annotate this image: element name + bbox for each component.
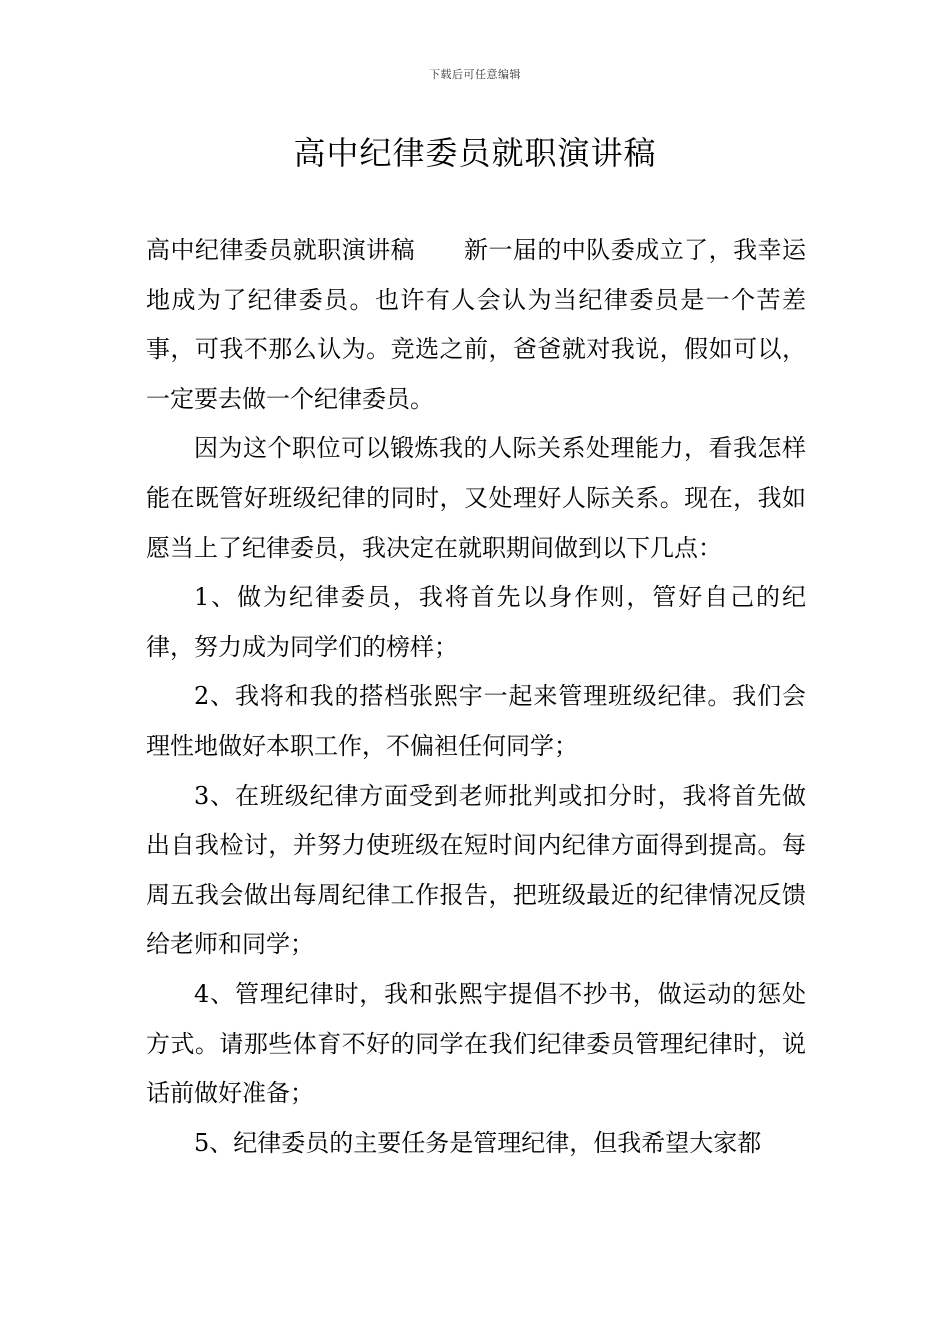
document-body [146, 226, 806, 1168]
paragraph-point-2: 2、我将和我的搭档张熙宇一起来管理班级纪律。我们会理性地做好本职工作，不偏袒任何同学； [146, 682, 806, 760]
document-title: 高中纪律委员就职演讲稿 [293, 134, 657, 172]
paragraph-intro: 高中纪律委员就职演讲稿 新一届的中队委成立了，我幸运地成为了纪律委员。也许有人会认为当纪律委员是一个苦差事，可我不那么认为。竞选之前，爸爸就对我说，假如可以，一定要去做一个纪律委员。 [146, 236, 806, 413]
paragraph-reason: 因为这个职位可以锻炼我的人际关系处理能力，看我怎样能在既管好班级纪律的同时，又处理好人际关系。现在，我如愿当上了纪律委员，我决定在就职期间做到以下几点： [146, 434, 806, 562]
paragraph-point-1: 1、做为纪律委员，我将首先以身作则，管好自己的纪律，努力成为同学们的榜样； [146, 583, 806, 661]
paragraph-point-3: 3、在班级纪律方面受到老师批判或扣分时，我将首先做出自我检讨，并努力使班级在短时间内纪律方面得到提高。每周五我会做出每周纪律工作报告，把班级最近的纪律情况反馈给老师和同学； [146, 781, 806, 959]
paragraph-point-4: 4、管理纪律时，我和张熙宇提倡不抄书，做运动的惩处方式。请那些体育不好的同学在我们纪律委员管理纪律时，说话前做好准备； [146, 979, 806, 1108]
paragraph-point-5: 5、纪律委员的主要任务是管理纪律，但我希望大家都 [194, 1128, 762, 1157]
header-note: 下载后可任意编辑 [429, 68, 521, 81]
